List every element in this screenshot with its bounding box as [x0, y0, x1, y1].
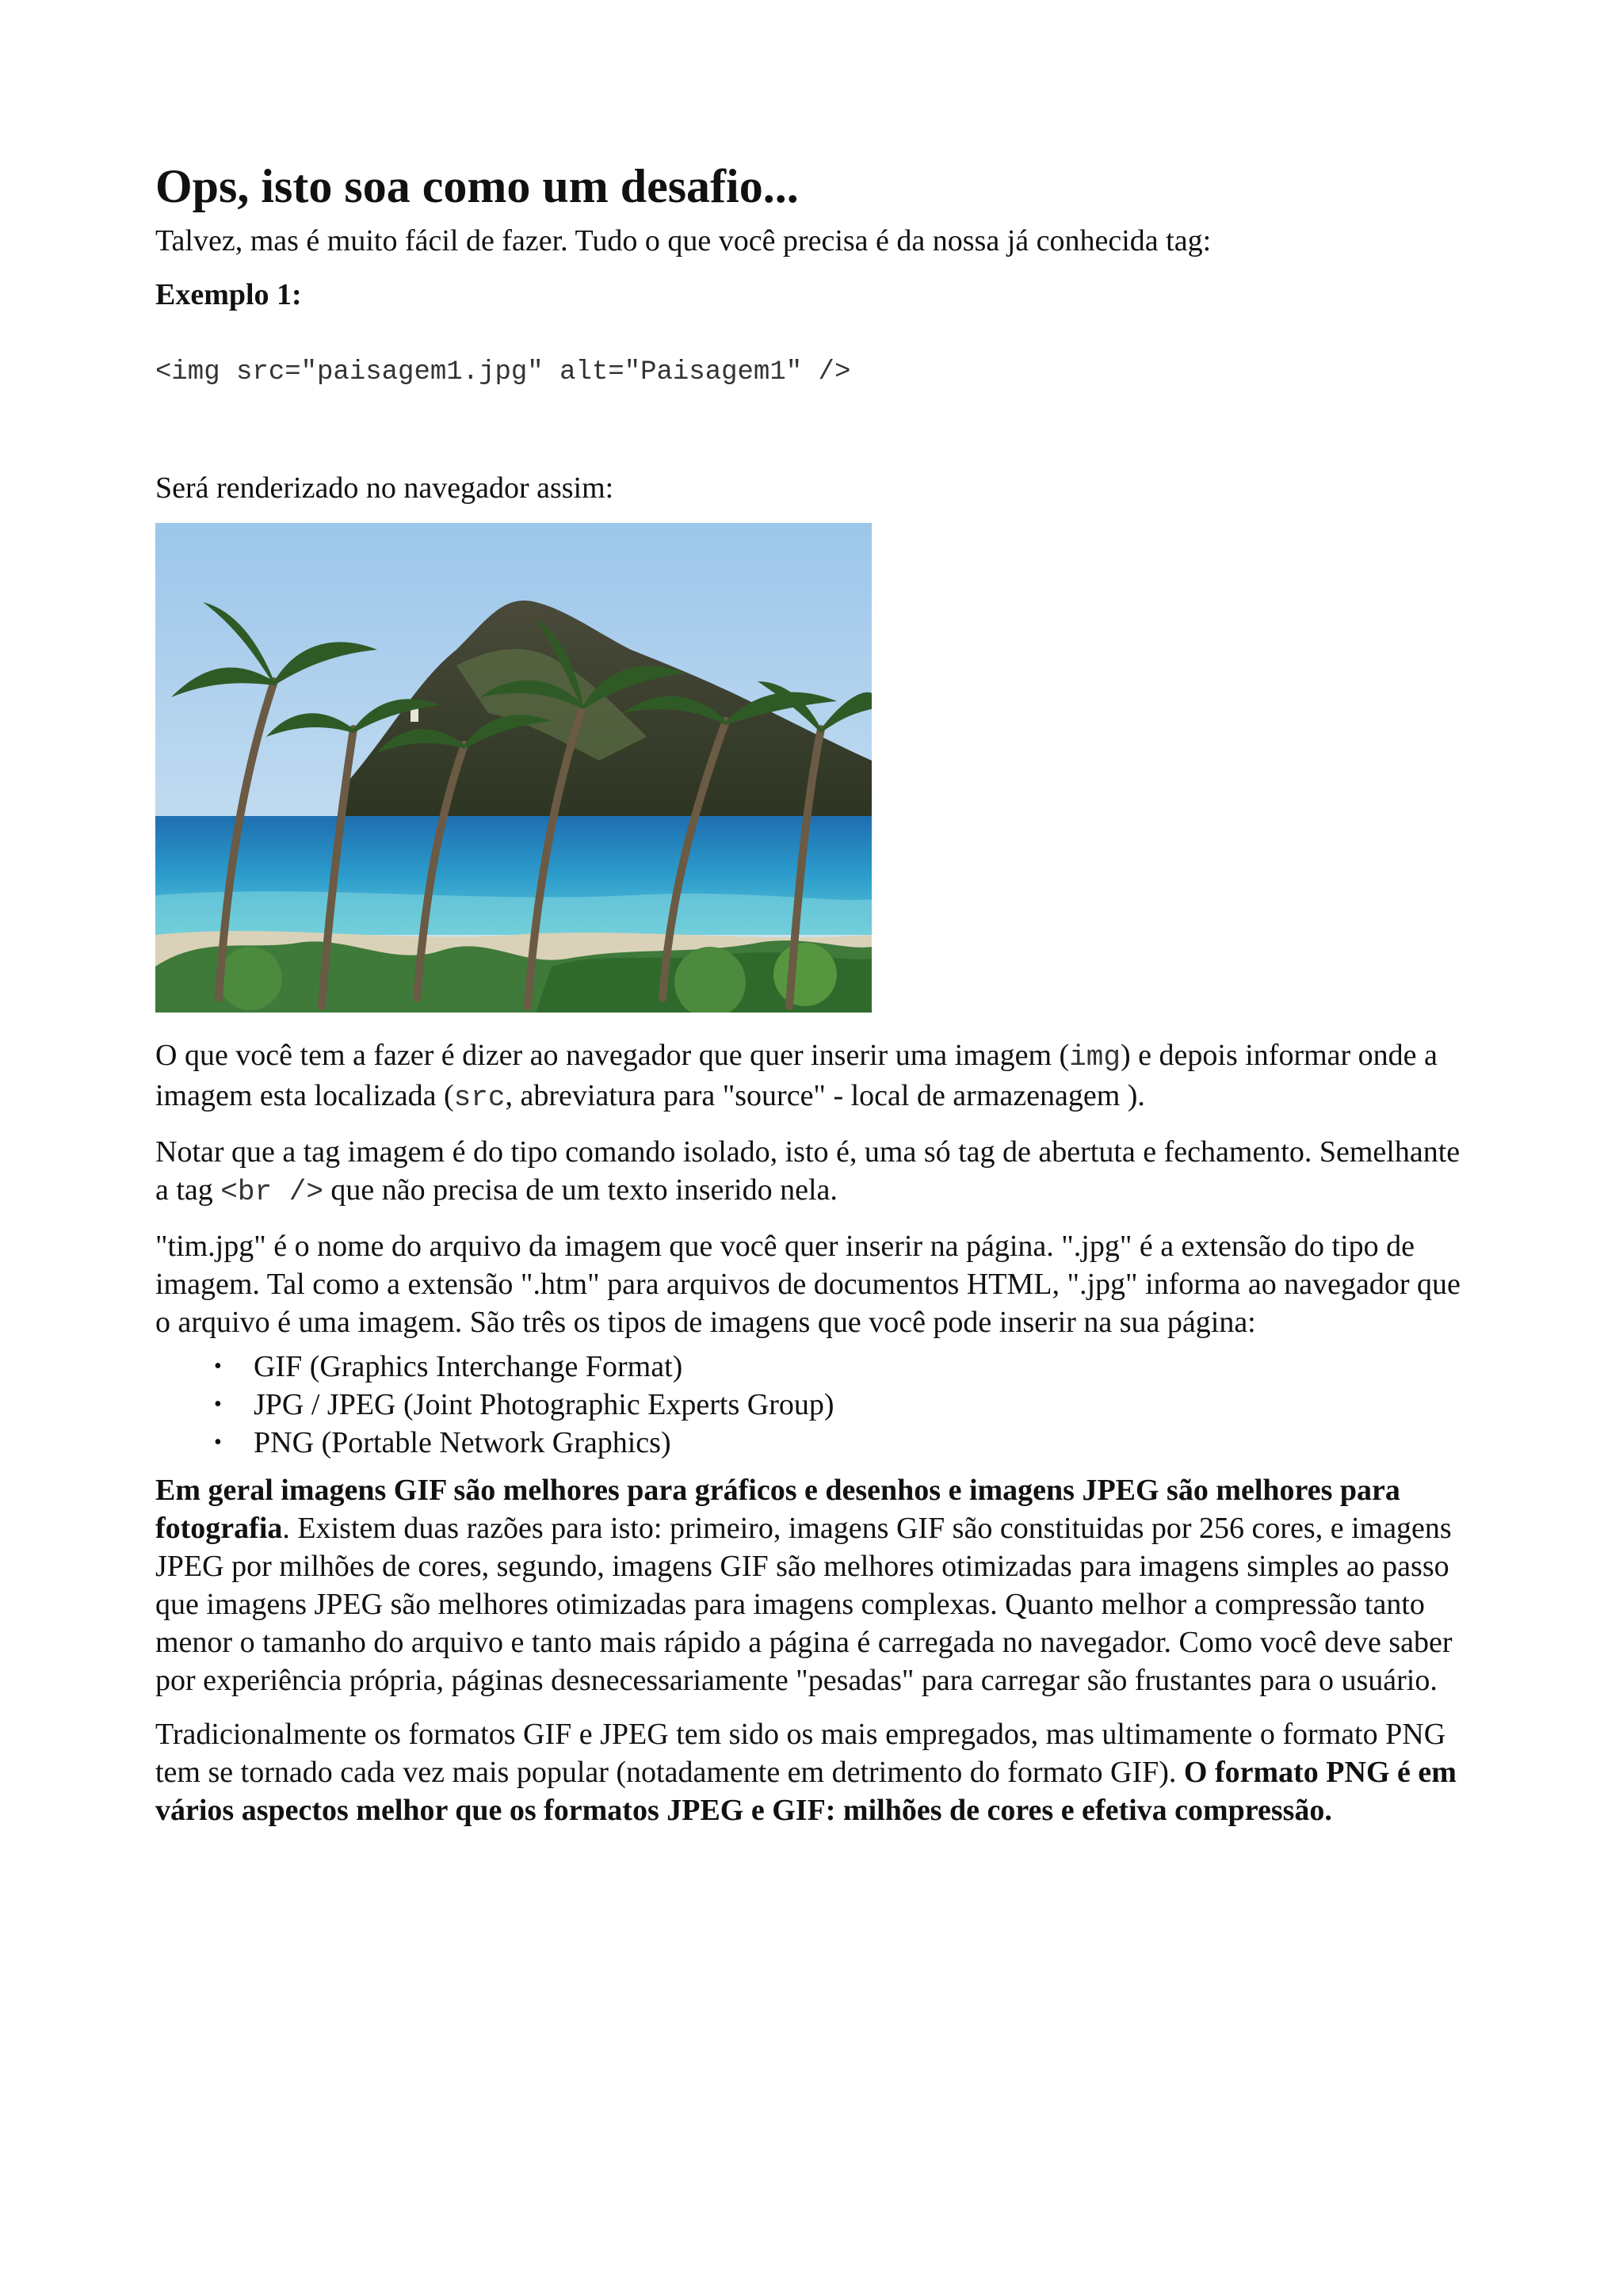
- text-segment: que não precisa de um texto inserido nela.: [323, 1173, 838, 1207]
- bold-text: Em geral imagens GIF são melhores para gráficos e desenhos e imagens JPEG são melhores para fotografia: [155, 1474, 1400, 1545]
- text-segment: , abreviatura para "source" - local de armazenagem ).: [505, 1079, 1145, 1112]
- paragraph-what-to-do: [155, 1036, 1471, 1117]
- inline-code-img: img: [1069, 1041, 1121, 1074]
- example-label: Exemplo 1:: [155, 278, 302, 311]
- paragraph-gif-vs-jpeg: [155, 1471, 1471, 1699]
- landscape-photo: [155, 523, 872, 1013]
- list-item: [214, 1386, 1471, 1424]
- inline-code-src: src: [453, 1081, 506, 1114]
- intro-paragraph: Talvez, mas é muito fácil de fazer. Tudo o que você precisa é da nossa já conhecida tag:: [155, 224, 1212, 257]
- list-item-text: JPG / JPEG (Joint Photographic Experts Group): [254, 1388, 834, 1421]
- text-segment: Tradicionalmente os formatos GIF e JPEG tem sido os mais empregados, mas ultimamente o formato PNG tem se tornado cada vez mais popular (notadamente em detrimento do formato GIF).: [155, 1718, 1446, 1789]
- document-page: [155, 155, 1471, 1829]
- bullet-icon: •: [214, 1430, 222, 1455]
- list-item-text: GIF (Graphics Interchange Format): [254, 1350, 683, 1383]
- text-segment: O que você tem a fazer é dizer ao navegador que quer inserir uma imagem (: [155, 1039, 1070, 1072]
- code-example: <img src="paisagem1.jpg" alt="Paisagem1" />: [155, 357, 851, 387]
- list-item: [214, 1348, 1471, 1386]
- page-title: Ops, isto soa como um desafio...: [155, 160, 799, 212]
- text-segment: ) e depois informar onde a imagem esta localizada (: [155, 1039, 1438, 1112]
- list-item: [214, 1424, 1471, 1462]
- text-segment: . Existem duas razões para isto: primeiro, imagens GIF são constituidas por 256 cores, e imagens JPEG por milhões de cores, segundo, imagens GIF são melhores otimizadas para imagens simples ao passo que imagens JPEG são melhores otimizadas para imagens complexas. Quanto melhor a compressão tanto menor o tamanho do arquivo e tanto mais rápido a página é carregada no navegador. Como você deve saber por experiência própria, páginas desnecessariamente "pesadas" para carregar são frustantes para o usuário.: [155, 1512, 1453, 1697]
- text-segment: Notar que a tag imagem é do tipo comando isolado, isto é, uma só tag de abertuta e fechamento. Semelhante a tag: [155, 1135, 1461, 1207]
- bullet-icon: •: [214, 1392, 222, 1417]
- inline-code-br: <br />: [220, 1176, 323, 1208]
- paragraph-tim-jpg: "tim.jpg" é o nome do arquivo da imagem que você quer inserir na página. ".jpg" é a extensão do tipo de imagem. Tal como a extensão ".htm" para arquivos de documentos HTML, ".jpg" informa ao navegador que o arquivo é uma imagem. São três os tipos de imagens que você pode inserir na sua página:: [155, 1230, 1461, 1339]
- render-label: Será renderizado no navegador assim:: [155, 471, 614, 505]
- paragraph-png: [155, 1715, 1471, 1829]
- paragraph-note: [155, 1133, 1471, 1211]
- list-item-text: PNG (Portable Network Graphics): [254, 1426, 671, 1459]
- bullet-icon: •: [214, 1354, 222, 1379]
- image-formats-list: [155, 1348, 1471, 1462]
- bold-text: O formato PNG é em vários aspectos melhor que os formatos JPEG e GIF: milhões de cores e efetiva compressão.: [155, 1756, 1457, 1827]
